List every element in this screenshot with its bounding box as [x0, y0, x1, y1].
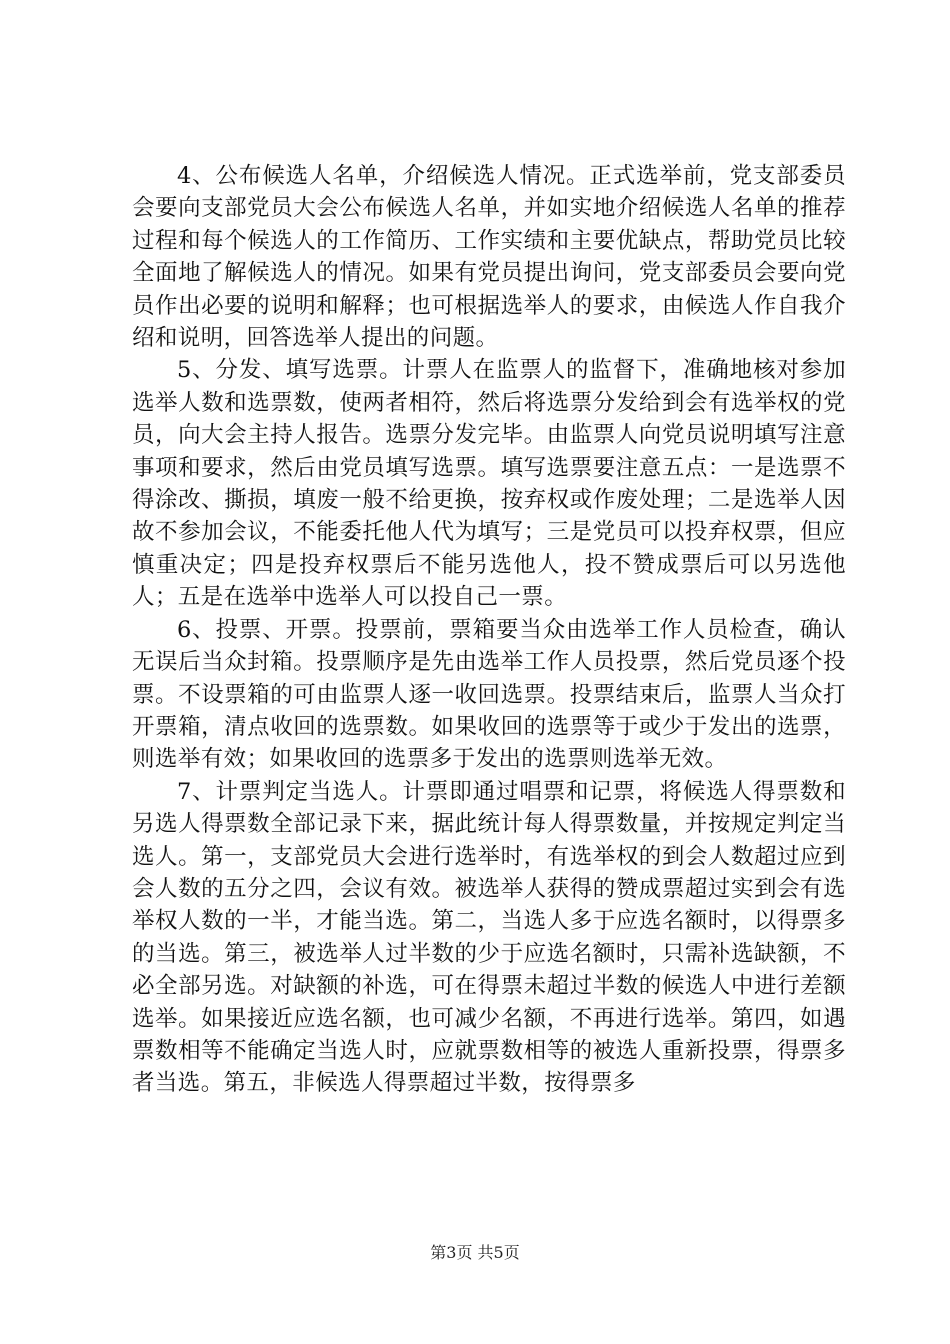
- paragraph-6: 6、投票、开票。投票前，票箱要当众由选举工作人员检查，确认无误后当众封箱。投票顺序是先由选举工作人员投票，然后党员逐个投票。不设票箱的可由监票人逐一收回选票。投票结束后，监票人当众打开票箱，清点收回的选票数。如果收回的选票等于或少于发出的选票，则选举有效；如果收回的选票多于发出的选票则选举无效。: [132, 616, 846, 773]
- paragraph-5: 5、分发、填写选票。计票人在监票人的监督下，准确地核对参加选举人数和选票数，使两者相符，然后将选票分发给到会有选举权的党员，向大会主持人报告。选票分发完毕。由监票人向党员说明填写注意事项和要求，然后由党员填写选票。填写选票要注意五点：一是选票不得涂改、撕损，填废一般不给更换，按弃权或作废处理；二是选举人因故不参加会议，不能委托他人代为填写；三是党员可以投弃权票，但应慎重决定；四是投弃权票后不能另选他人，投不赞成票后可以另选他人；五是在选举中选举人可以投自己一票。: [132, 357, 846, 611]
- page-footer: [0, 1242, 950, 1264]
- page-number-total: 共5页: [477, 1243, 520, 1262]
- page-number-current: 第3页: [430, 1243, 473, 1262]
- document-body: [132, 160, 846, 1100]
- paragraph-7: 7、计票判定当选人。计票即通过唱票和记票，将候选人得票数和另选人得票数全部记录下来，据此统计每人得票数量，并按规定判定当选人。第一，支部党员大会进行选举时，有选举权的到会人数超过应到会人数的五分之四，会议有效。被选举人获得的赞成票超过实到会有选举权人数的一半，才能当选。第二，当选人多于应选名额时，以得票多的当选。第三，被选举人过半数的少于应选名额时，只需补选缺额，不必全部另选。对缺额的补选，可在得票未超过半数的候选人中进行差额选举。如果接近应选名额，也可减少名额，不再进行选举。第四，如遇票数相等不能确定当选人时，应就票数相等的被选人重新投票，得票多者当选。第五，非候选人得票超过半数，按得票多: [132, 778, 846, 1097]
- paragraph-4: 4、公布候选人名单，介绍候选人情况。正式选举前，党支部委员会要向支部党员大会公布候选人名单，并如实地介绍候选人名单的推荐过程和每个候选人的工作简历、工作实绩和主要优缺点，帮助党员比较全面地了解候选人的情况。如果有党员提出询问，党支部委员会要向党员作出必要的说明和解释；也可根据选举人的要求，由候选人作自我介绍和说明，回答选举人提出的问题。: [132, 163, 846, 352]
